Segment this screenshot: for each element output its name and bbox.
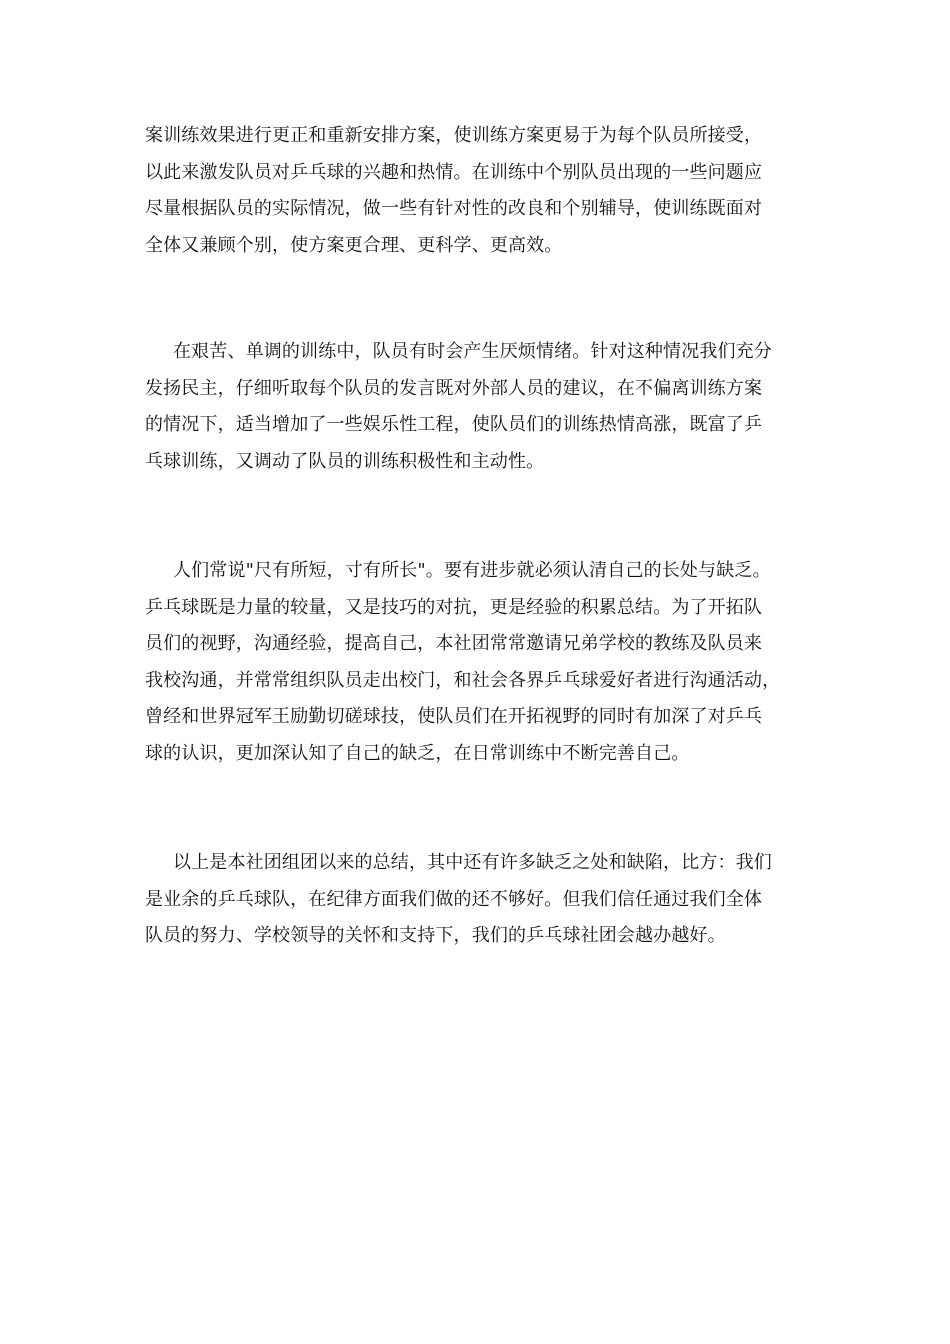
paragraph-3-line-3: 员们的视野，沟通经验，提高自己，本社团常常邀请兄弟学校的教练及队员来 — [145, 633, 763, 654]
paragraph-3-line-2: 乒乓球既是力量的较量，又是技巧的对抗，更是经验的积累总结。为了开拓队 — [145, 596, 763, 618]
paragraph-3 — [145, 553, 780, 772]
paragraph-1-line-2: 以此来激发队员对乒乓球的兴趣和热情。在训练中个别队员出现的一些问题应 — [145, 161, 763, 183]
paragraph-1-line-3: 尽量根据队员的实际情况，做一些有针对性的改良和个别辅导，使训练既面对 — [145, 198, 763, 219]
paragraph-3-line-5: 曾经和世界冠军王励勤切磋球技，使队员们在开拓视野的同时有加深了对乒乓 — [145, 706, 763, 727]
paragraph-2 — [145, 334, 772, 480]
paragraph-2-line-4: 乓球训练，又调动了队员的训练积极性和主动性。 — [145, 450, 545, 472]
paragraph-4 — [145, 845, 772, 955]
paragraph-4-line-2: 是业余的乒乓球队，在纪律方面我们做的还不够好。但我们信任通过我们全体 — [145, 888, 763, 910]
paragraph-1-line-4: 全体又兼顾个别，使方案更合理、更科学、更高效。 — [145, 234, 563, 256]
paragraph-2-line-1: 在艰苦、单调的训练中，队员有时会产生厌烦情绪。针对这种情况我们充分 — [173, 341, 772, 362]
paragraph-3-line-4: 我校沟通，并常常组织队员走出校门，和社会各界乒乓球爱好者进行沟通活动， — [145, 669, 781, 691]
paragraph-3-line-6: 球的认识，更加深认知了自己的缺乏，在日常训练中不断完善自己。 — [145, 742, 690, 764]
paragraph-2-line-3: 的情况下，适当增加了一些娱乐性工程，使队员们的训练热情高涨，既富了乒 — [145, 414, 763, 435]
paragraph-3-line-1: 人们常说"尺有所短，寸有所长"。要有进步就必须认清自己的长处与缺乏。 — [173, 560, 771, 581]
paragraph-1 — [145, 118, 807, 264]
paragraph-2-line-2: 发扬民主，仔细听取每个队员的发言既对外部人员的建议，在不偏离训练方案 — [145, 377, 763, 399]
document-page — [145, 118, 807, 946]
paragraph-4-line-3: 队员的努力、学校领导的关怀和支持下，我们的乒乓球社团会越办越好。 — [145, 925, 726, 946]
paragraph-1-line-1: 案训练效果进行更正和重新安排方案，使训练方案更易于为每个队员所接受， — [145, 125, 763, 146]
paragraph-4-line-1: 以上是本社团组团以来的总结，其中还有许多缺乏之处和缺陷，比方：我们 — [173, 852, 772, 873]
